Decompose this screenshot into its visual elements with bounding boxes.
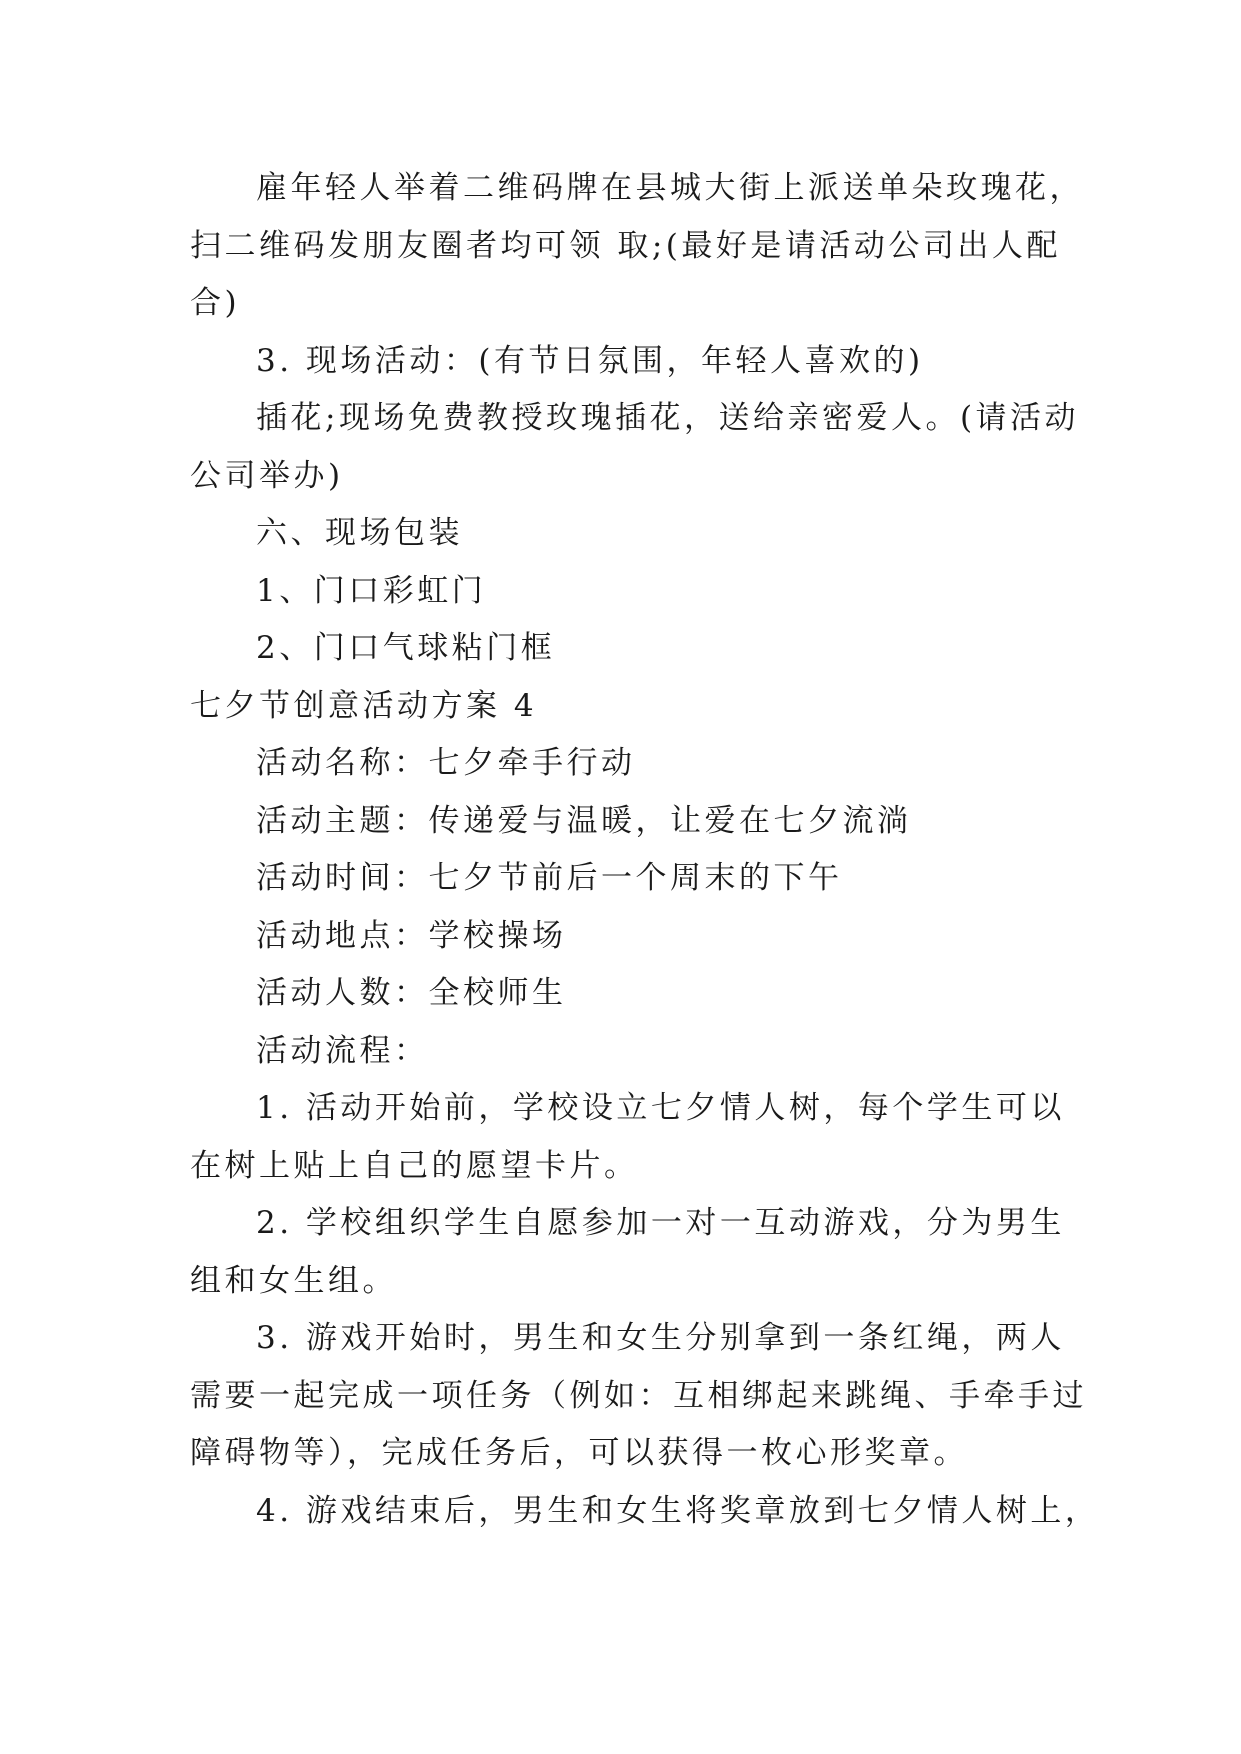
paragraph-line: 扫二维码发朋友圈者均可领 取;(最好是请活动公司出人配 (190, 227, 1061, 264)
paragraph-line: 组和女生组。 (190, 1262, 397, 1299)
paragraph-line: 雇年轻人举着二维码牌在县城大街上派送单朵玫瑰花， (256, 170, 1084, 206)
paragraph-line: 合) (190, 285, 241, 321)
list-item: 2、门口气球粘门框 (256, 630, 556, 666)
field-activity-location: 活动地点：学校操场 (256, 917, 567, 954)
field-activity-process: 活动流程： (256, 1032, 429, 1069)
paragraph-line: 在树上贴上自己的愿望卡片。 (190, 1147, 639, 1184)
paragraph-line: 插花;现场免费教授玫瑰插花，送给亲密爱人。(请活动 (256, 400, 1080, 436)
field-activity-participants: 活动人数：全校师生 (256, 975, 567, 1011)
paragraph-line: 需要一起完成一项任务（例如：互相绑起来跳绳、手牵手过 (190, 1377, 1087, 1414)
list-item: 4. 游戏结束后，男生和女生将奖章放到七夕情人树上， (256, 1492, 1100, 1529)
field-activity-theme: 活动主题：传递爱与温暖，让爱在七夕流淌 (256, 802, 912, 839)
paragraph-line: 障碍物等），完成任务后，可以获得一枚心形奖章。 (190, 1435, 968, 1471)
list-item: 1、门口彩虹门 (256, 572, 487, 609)
field-activity-name: 活动名称：七夕牵手行动 (256, 745, 636, 781)
document-body (190, 160, 1100, 1540)
list-item: 3. 游戏开始时，男生和女生分别拿到一条红绳，两人 (256, 1320, 1065, 1356)
list-item: 2. 学校组织学生自愿参加一对一互动游戏，分为男生 (256, 1205, 1065, 1241)
list-item: 1. 活动开始前，学校设立七夕情人树，每个学生可以 (256, 1090, 1065, 1126)
document-title: 七夕节创意活动方案 4 (190, 687, 538, 724)
section-heading: 六、现场包装 (256, 515, 463, 551)
list-item: 3. 现场活动：(有节日氛围，年轻人喜欢的) (256, 342, 924, 379)
field-activity-time: 活动时间：七夕节前后一个周末的下午 (256, 860, 843, 896)
paragraph-line: 公司举办) (190, 457, 344, 494)
